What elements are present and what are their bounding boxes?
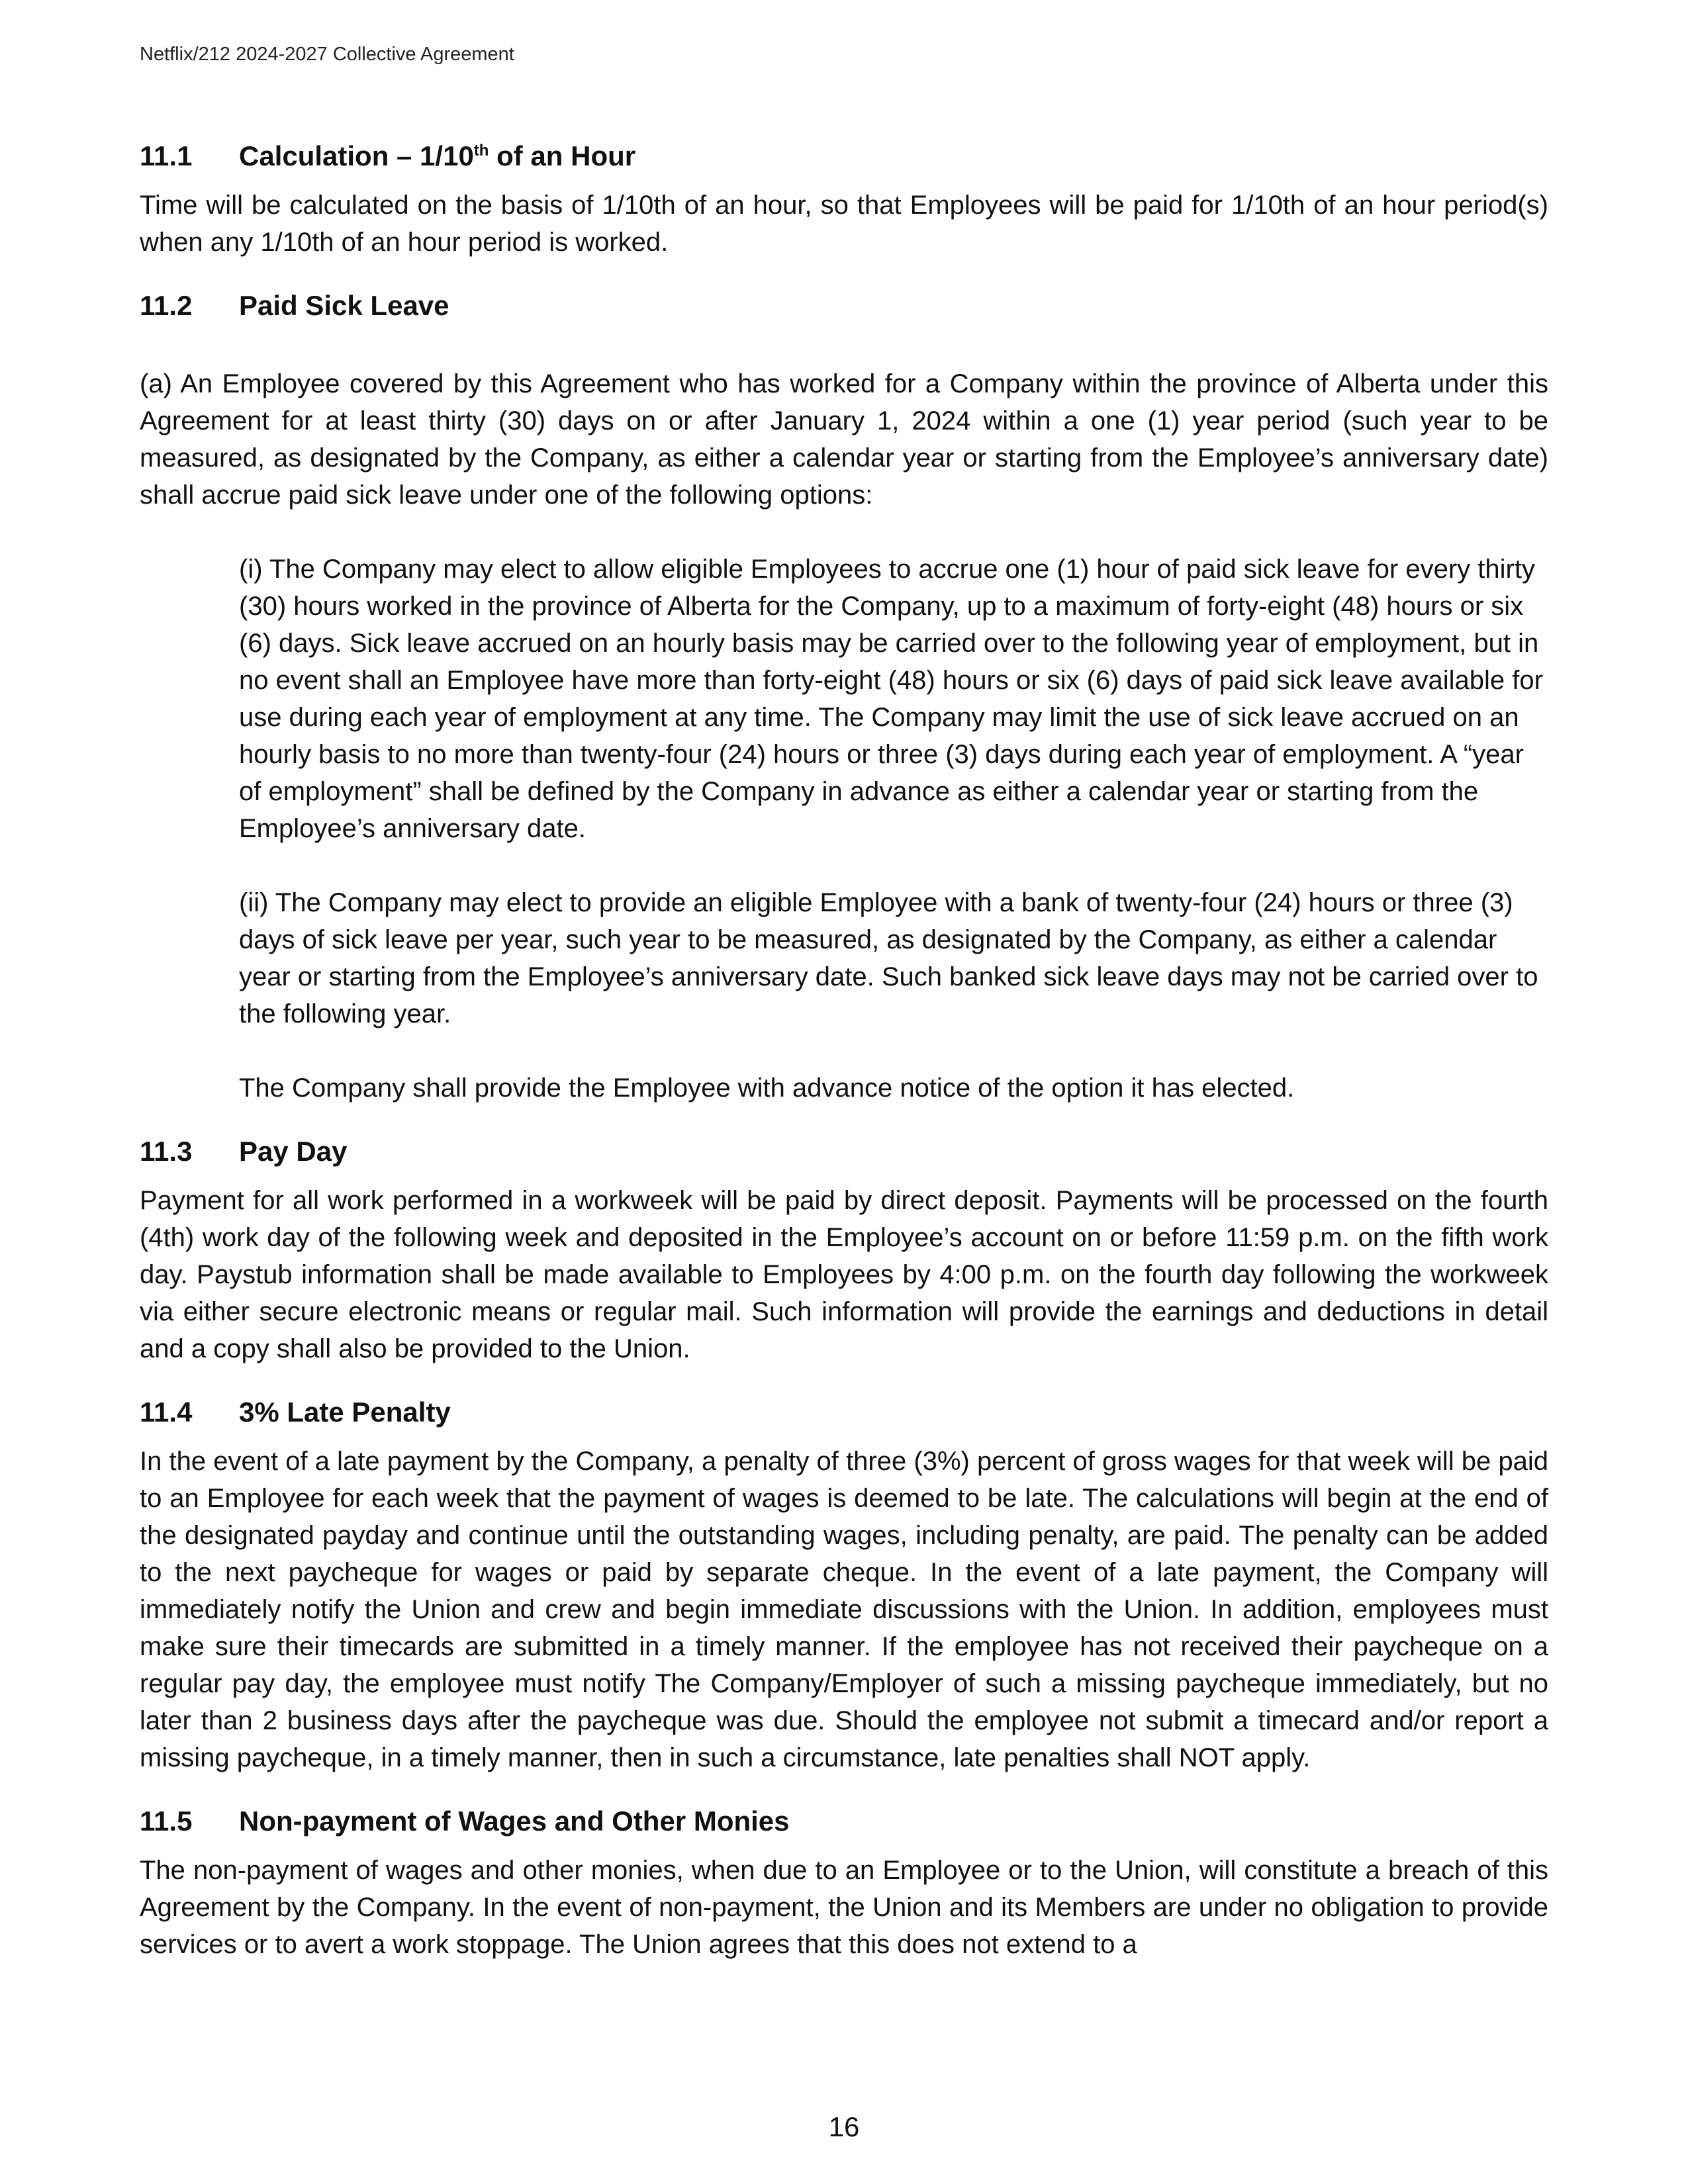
section-title: 3% Late Penalty (239, 1396, 451, 1428)
section-title: Pay Day (239, 1136, 348, 1167)
section-title: Paid Sick Leave (239, 290, 449, 321)
section-number: 11.2 (140, 290, 193, 321)
section-heading-11-1 (140, 139, 1548, 173)
paragraph-11-4: In the event of a late payment by the Company, a penalty of three (3%) percent of gross wages for that week will be paid to an Employee for each week that the payment of wages is deemed to be late. The calculations will begin at the end of the designated payday and continue until the outstanding wages, including penalty, are paid. The penalty can be added to the next paycheque for wages or paid by separate cheque. In the event of a late payment, the Company will immediately notify the Union and crew and begin immediate discussions with the Union. In addition, employees must make sure their timecards are submitted in a timely manner. If the employee has not received their paycheque on a regular pay day, the employee must notify The Company/Employer of such a missing paycheque immediately, but no later than 2 business days after the paycheque was due. Should the employee not submit a timecard and/or report a missing paycheque, in a timely manner, then in such a circumstance, late penalties shall NOT apply. (140, 1447, 1548, 1772)
section-title: Non-payment of Wages and Other Monies (239, 1805, 790, 1837)
section-heading-11-2 (140, 289, 1548, 323)
paragraph-11-1: Time will be calculated on the basis of 1/10th of an hour, so that Employees will be paid for 1/10th of an hour period(s) when any 1/10th of an hour period is worked. (140, 191, 1548, 257)
section-number: 11.3 (140, 1136, 193, 1167)
running-header: Netflix/212 2024-2027 Collective Agreement (140, 44, 514, 65)
page-body (140, 139, 1548, 1963)
section-heading-11-4 (140, 1395, 1548, 1430)
superscript-th: th (473, 142, 489, 159)
paragraph-11-2-option-i: (i) The Company may elect to allow eligible Employees to accrue one (1) hour of paid sick leave for every thirty (30) hours worked in the province of Alberta for the Company, up to a maximum of forty-eight (48) hours or six (6) days. Sick leave accrued on an hourly basis may be carried over to the following year of employment, but in no event shall an Employee have more than forty-eight (48) hours or six (6) days of paid sick leave available for use during each year of employment at any time. The Company may limit the use of sick leave accrued on an hourly basis to no more than twenty-four (24) hours or three (3) days during each year of employment. A “year of employment” shall be defined by the Company in advance as either a calendar year or starting from the Employee’s anniversary date. (239, 555, 1543, 843)
paragraph-11-5: The non-payment of wages and other monies, when due to an Employee or to the Union, will constitute a breach of this Agreement by the Company. In the event of non-payment, the Union and its Members are under no obligation to provide services or to avert a work stoppage. The Union agrees that this does not extend to a (140, 1856, 1548, 1959)
section-number: 11.4 (140, 1396, 193, 1428)
section-number: 11.1 (140, 140, 193, 171)
paragraph-11-2-option-ii: (ii) The Company may elect to provide an eligible Employee with a bank of twenty-four (24) hours or three (3) days of sick leave per year, such year to be measured, as designated by the Company, as either a calendar year or starting from the Employee’s anniversary date. Such banked sick leave days may not be carried over to the following year. (239, 888, 1538, 1028)
paragraph-11-2-notice: The Company shall provide the Employee with advance notice of the option it has elected. (239, 1073, 1295, 1103)
section-title-part: of an Hour (489, 140, 636, 171)
page-number: 16 (828, 2111, 860, 2142)
section-number: 11.5 (140, 1805, 193, 1837)
section-title-part: Calculation – 1/10 (239, 140, 474, 171)
section-heading-11-5 (140, 1804, 1548, 1839)
section-heading-11-3 (140, 1134, 1548, 1169)
paragraph-11-3: Payment for all work performed in a workweek will be paid by direct deposit. Payments will be processed on the fourth (4th) work day of the following week and deposited in the Employee’s account on or before 11:59 p.m. on the fifth work day. Paystub information shall be made available to Employees by 4:00 p.m. on the fourth day following the workweek via either secure electronic means or regular mail. Such information will provide the earnings and deductions in detail and a copy shall also be provided to the Union. (140, 1186, 1548, 1363)
paragraph-11-2-a: (a) An Employee covered by this Agreement who has worked for a Company within the province of Alberta under this Agreement for at least thirty (30) days on or after January 1, 2024 within a one (1) year period (such year to be measured, as designated by the Company, as either a calendar year or starting from the Employee’s anniversary date) shall accrue paid sick leave under one of the following options: (140, 369, 1548, 510)
